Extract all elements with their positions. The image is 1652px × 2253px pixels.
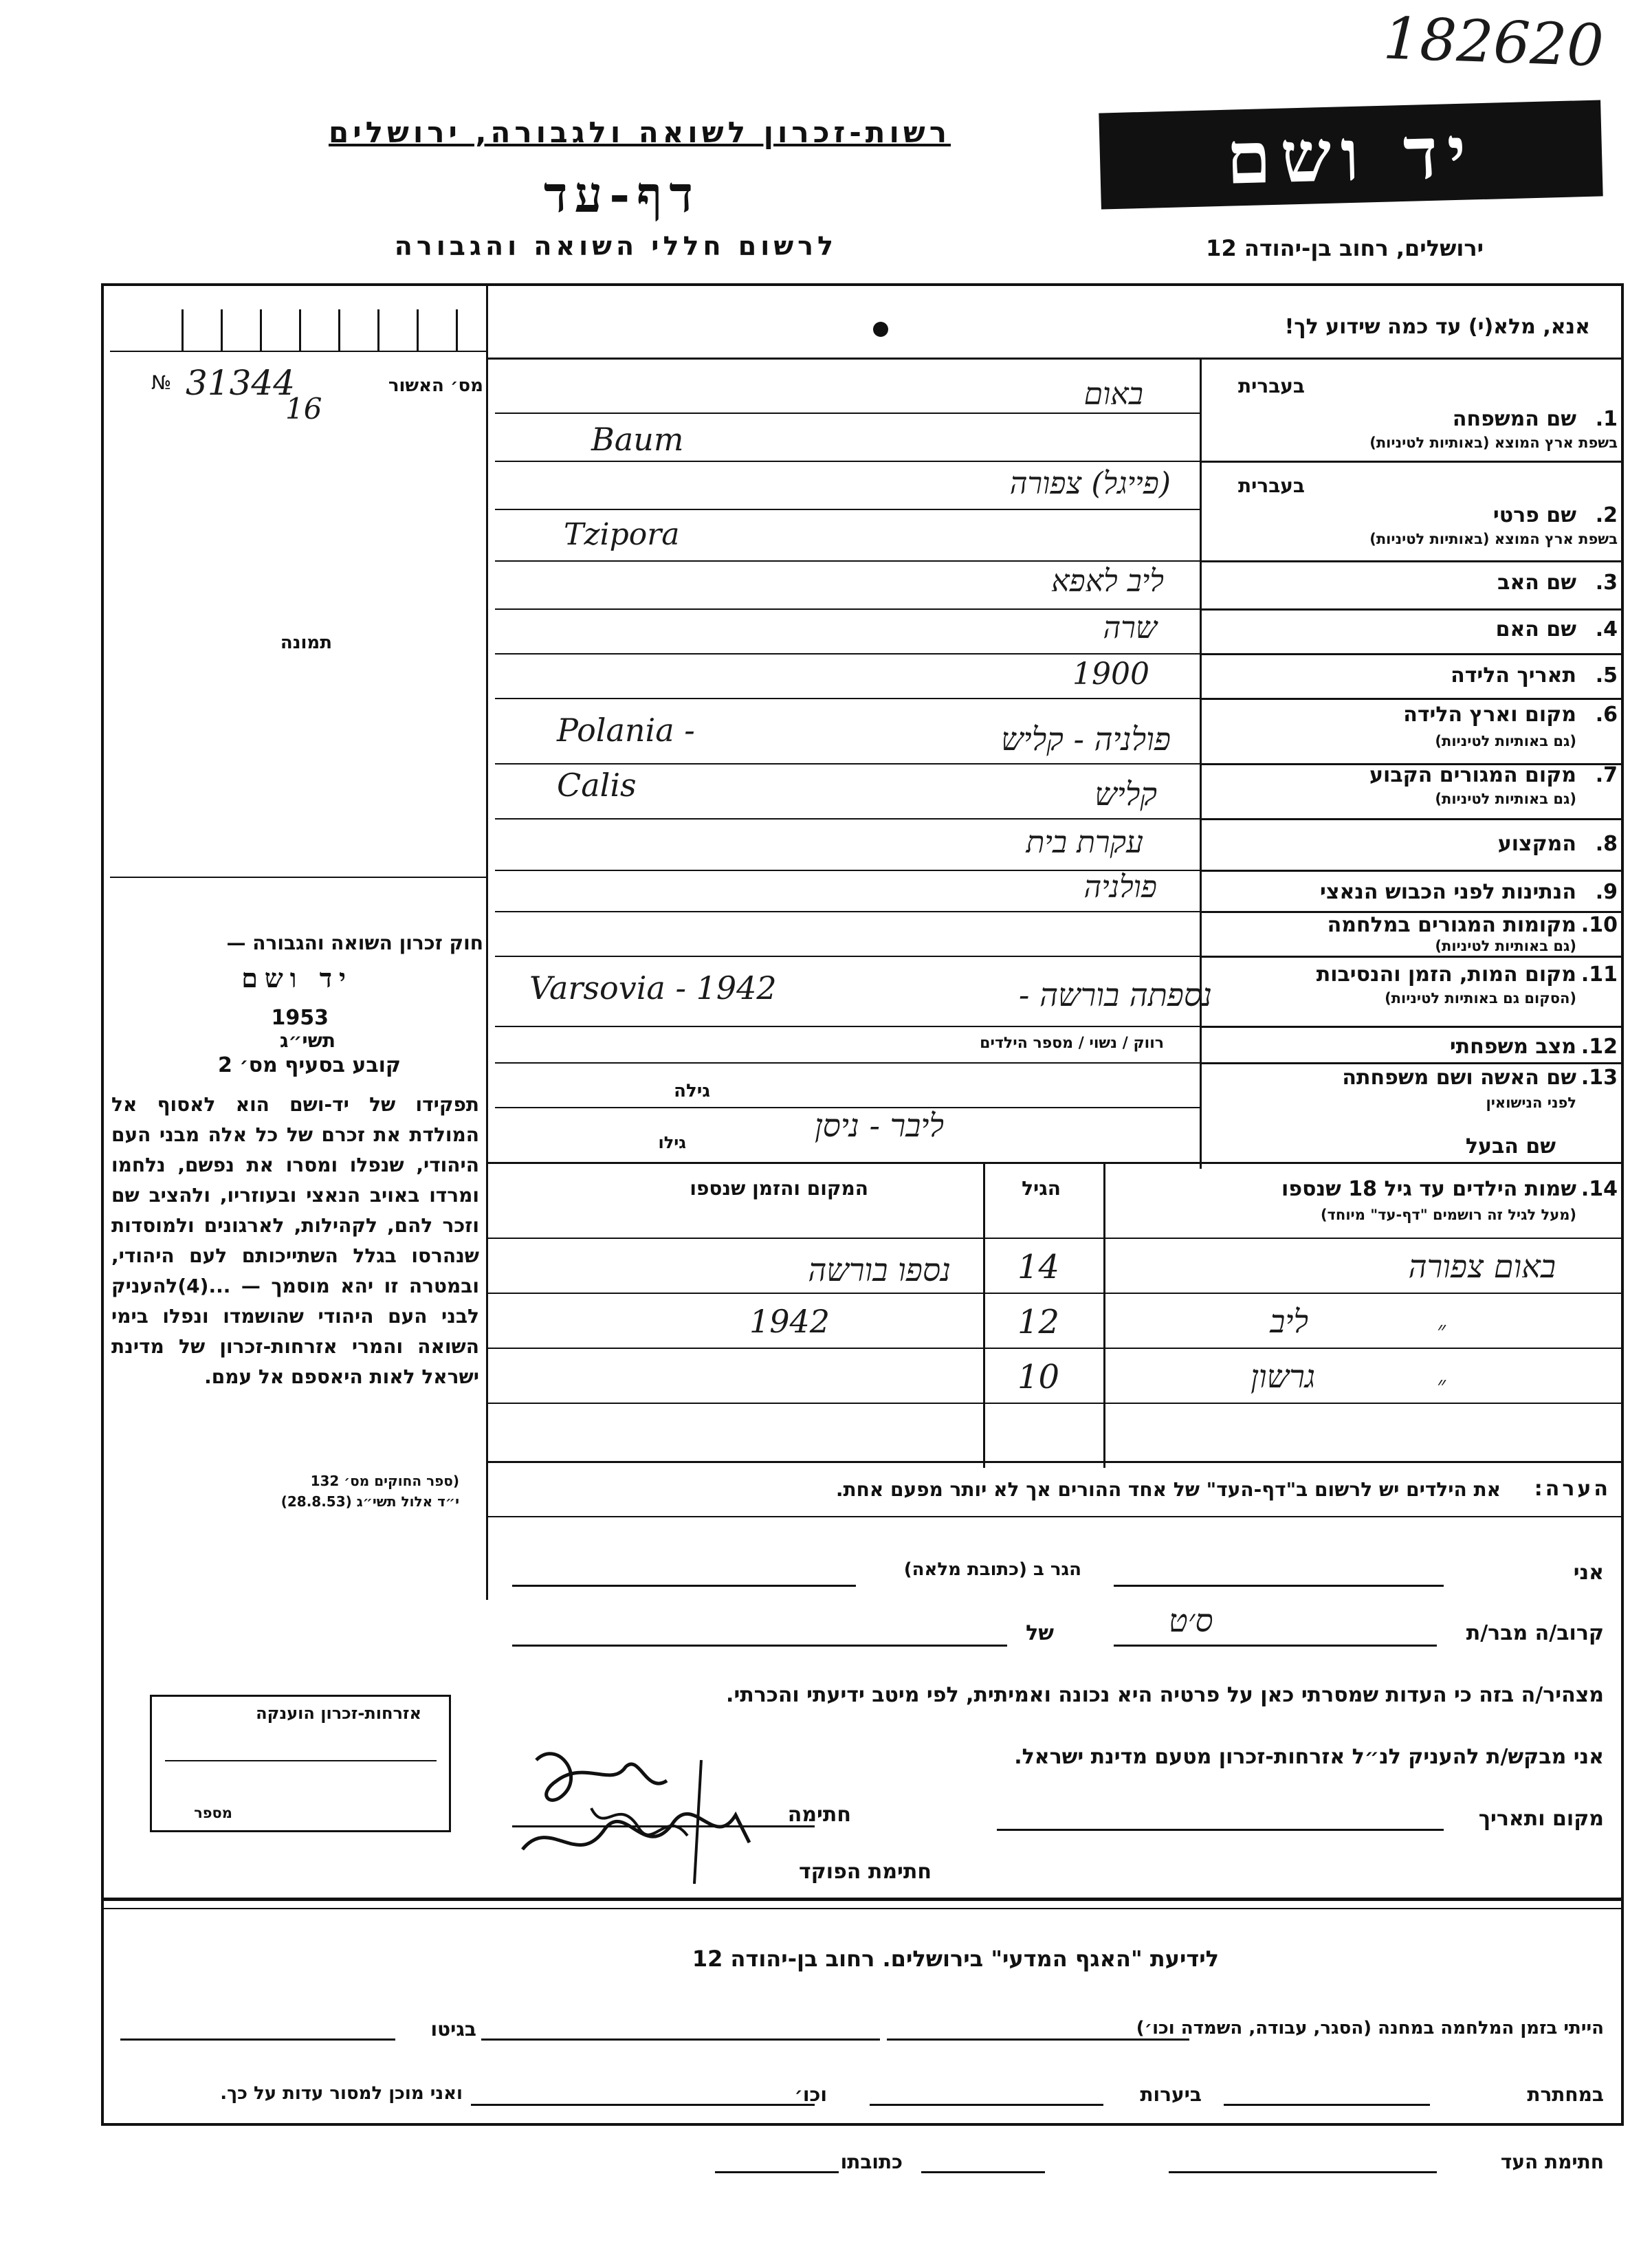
field-11-value-he: נספתה בורשה - bbox=[1018, 976, 1212, 1013]
field-2-tag: בעברית bbox=[1237, 474, 1305, 497]
field-1-tag: בעברית bbox=[1237, 375, 1305, 397]
field-12-number: 12. bbox=[1581, 1035, 1618, 1059]
field-1-value-latin: Baum bbox=[591, 421, 684, 458]
child-place: נספו בורשה bbox=[808, 1251, 951, 1288]
page-subtitle: לרשום חללי השואה והגבורה bbox=[394, 231, 837, 261]
field-4-label: שם האם bbox=[1495, 617, 1576, 641]
approval-number: 31344 bbox=[186, 363, 296, 403]
field-1-note: בשפת ארץ המוצא (באותיות לטיניות) bbox=[1369, 435, 1618, 451]
photo-label: תמונה bbox=[280, 633, 332, 653]
field-7-number: 7. bbox=[1595, 763, 1618, 787]
bottom-ghetto-label: בגיטו bbox=[430, 2018, 476, 2041]
children-note: (מעל לגיל זה רושמים "דף-עד" מיוחד) bbox=[1320, 1207, 1576, 1223]
field-6-number: 6. bbox=[1595, 703, 1618, 727]
field-2-value-latin: Tzipora bbox=[564, 517, 680, 552]
marital-options: רווק / נשוי / מספר הילדים bbox=[980, 1035, 1164, 1052]
field-2-number: 2. bbox=[1595, 503, 1618, 527]
law-box-clause: קובע בסעיף מס׳ 2 bbox=[217, 1053, 401, 1077]
child-age: 12 bbox=[1017, 1303, 1060, 1341]
place-date-label: מקום ותאריך bbox=[1478, 1807, 1604, 1831]
children-age-header: הגיל bbox=[1022, 1177, 1061, 1200]
child-name: ליב bbox=[1270, 1303, 1308, 1340]
bottom-forests: ביערות bbox=[1140, 2083, 1202, 2106]
field-13-label: שם האשה ושם משפחתה bbox=[1342, 1066, 1576, 1090]
children-label: שמות הילדים עד גיל 18 שנספו bbox=[1281, 1177, 1576, 1201]
header-address: ירושלים, רחוב בן-יהודה 12 bbox=[1206, 235, 1484, 261]
child-place: 1942 bbox=[749, 1303, 830, 1340]
field-7-value-he: קליש bbox=[1094, 776, 1157, 813]
field-11-value-latin: Varsovia - 1942 bbox=[529, 969, 777, 1007]
field-6-note: (גם באותיות לטיניות) bbox=[1435, 733, 1576, 749]
husband-value: ליבר - ניסן bbox=[814, 1107, 944, 1144]
field-8-label: המקצוע bbox=[1497, 832, 1576, 856]
field-2-label: שם פרטי bbox=[1493, 503, 1576, 527]
approval-suffix: 16 bbox=[285, 392, 322, 426]
decl-address-label: הגר ב (כתובת מלאה) bbox=[903, 1559, 1081, 1580]
yad-vashem-logo bbox=[1099, 100, 1603, 209]
field-10-number: 10. bbox=[1581, 913, 1618, 937]
field-11-note: (הסקום גם באותיות לטיניות) bbox=[1385, 990, 1576, 1007]
field-1-label: שם המשפחה bbox=[1452, 407, 1576, 431]
field-3-value: ליב לאפא bbox=[1051, 564, 1164, 599]
approval-label: מס׳ האשור bbox=[388, 375, 483, 396]
decl-relative-value: ס׳ט bbox=[1169, 1602, 1213, 1639]
law-box-title: חוק זכרון השואה והגבורה — bbox=[226, 932, 483, 954]
bottom-camp-label: הייתי בזמן המלחמה במחנה (הסגר, עבודה, השמדה וכו׳) bbox=[1136, 2018, 1604, 2038]
field-6-label: מקום וארץ הלידה bbox=[1403, 703, 1576, 727]
bottom-underground: במחתרת bbox=[1527, 2083, 1604, 2106]
child-ditto: ״ bbox=[1437, 1372, 1446, 1399]
citizenship-number-label: מספר bbox=[194, 1805, 232, 1821]
official-signature-label: חתימת הפוקד bbox=[799, 1860, 932, 1884]
bottom-witness-signature: חתימת העד bbox=[1500, 2151, 1604, 2173]
child-name: גרשון bbox=[1251, 1358, 1315, 1395]
logo-text: יד ושם bbox=[1225, 109, 1477, 201]
place-date-line[interactable] bbox=[997, 1829, 1444, 1831]
bullet-icon bbox=[873, 322, 888, 337]
field-11-label: מקום המות, הזמן והנסיבות bbox=[1316, 963, 1576, 987]
field-11-number: 11. bbox=[1581, 963, 1618, 987]
page-title: דף-עד bbox=[543, 165, 700, 223]
signature-scribble bbox=[509, 1733, 770, 1891]
field-7-note: (גם באותיות לטיניות) bbox=[1435, 791, 1576, 807]
field-8-value: עקרת בית bbox=[1026, 825, 1143, 860]
bottom-title: לידיעת "האגף המדעי" בירושלים. רחוב בן-יהודה 12 bbox=[692, 1946, 1219, 1972]
authority-line: רשות-זכרון לשואה ולגבורה, ירושלים bbox=[328, 116, 951, 149]
child-name: באום צפורה bbox=[1408, 1248, 1556, 1285]
field-3-number: 3. bbox=[1595, 571, 1618, 595]
field-3-label: שם האב bbox=[1497, 571, 1576, 595]
field-10-label: מקומות המגורים במלחמה bbox=[1327, 913, 1576, 937]
bottom-etc: וכו׳ bbox=[794, 2083, 827, 2106]
field-10-note: (גם באותיות לטיניות) bbox=[1435, 938, 1576, 954]
approval-prefix: № bbox=[151, 371, 172, 394]
husband-age-label: גילו bbox=[658, 1133, 686, 1152]
decl-relative: קרוב/ה מבר/ת bbox=[1466, 1621, 1604, 1645]
field-13-number: 13. bbox=[1581, 1066, 1618, 1090]
field-9-number: 9. bbox=[1595, 880, 1618, 904]
field-8-number: 8. bbox=[1595, 832, 1618, 856]
child-ditto: ״ bbox=[1437, 1317, 1446, 1344]
children-place-header: המקום והזמן שנספו bbox=[690, 1177, 868, 1200]
decl-request: אני מבקש/ת להעניק לנ״ל אזרחות-זכרון מטעם מדינת ישראל. bbox=[1014, 1745, 1604, 1769]
field-5-label: תאריך הלידה bbox=[1451, 663, 1576, 688]
field-4-number: 4. bbox=[1595, 617, 1618, 641]
field-5-value: 1900 bbox=[1072, 657, 1149, 692]
field-4-value: שרה bbox=[1103, 611, 1157, 646]
form-instruction: אנא, מלא(י) עד כמה שידוע לך! bbox=[1284, 315, 1590, 339]
field-1-value-he: באום bbox=[1083, 377, 1143, 412]
approval-ticks bbox=[144, 309, 467, 351]
field-7-value-latin: Calis bbox=[557, 767, 637, 804]
field-9-value: פולניה bbox=[1083, 870, 1157, 905]
field-2-value-he: (פייגל) צפורה bbox=[1009, 466, 1171, 501]
bottom-willing: ואני מוכן למסור עדות על כך. bbox=[220, 2083, 463, 2104]
field-9-label: הנתינות לפני הכבוש הנאצי bbox=[1320, 880, 1576, 904]
bottom-address-label: כתובתו bbox=[840, 2151, 903, 2173]
decl-of: של bbox=[1026, 1621, 1054, 1645]
law-box-hebrew-year: תשי״ג bbox=[280, 1029, 335, 1052]
field-5-number: 5. bbox=[1595, 663, 1618, 688]
note-text: את הילדים יש לרשום ב"דף-העד" של אחד ההורים אך לא יותר מפעם אחת. bbox=[835, 1478, 1501, 1501]
field-12-label: מצב משפחתי bbox=[1449, 1035, 1576, 1059]
archive-number: 182620 bbox=[1382, 4, 1605, 80]
citizenship-title: אזרחות-זכרון הוענקה bbox=[256, 1704, 421, 1723]
law-box-yadvashem: יד ושם bbox=[241, 963, 353, 993]
note-label: הערה: bbox=[1534, 1477, 1611, 1501]
decl-statement: מצהיר/ה בזה כי העדות שמסרתי כאן על פרטיה היא נכונה ואמיתית, לפי מיטב ידיעתי והכרתי. bbox=[726, 1683, 1604, 1707]
decl-i: אני bbox=[1573, 1561, 1604, 1585]
field-2-note: בשפת ארץ המוצא (באותיות לטיניות) bbox=[1369, 531, 1618, 547]
field-6-value-he: פולניה - קליש bbox=[1001, 721, 1171, 758]
field-13-note: לפני הנישואין bbox=[1486, 1095, 1576, 1111]
children-number: 14. bbox=[1581, 1177, 1618, 1201]
child-age: 14 bbox=[1017, 1248, 1060, 1286]
field-6-value-latin: Polania - bbox=[557, 712, 695, 749]
field-7-label: מקום המגורים הקבוע bbox=[1369, 763, 1576, 787]
law-box-year: 1953 bbox=[271, 1006, 329, 1030]
law-box-ref-date: י״ד אלול תשי״ג (28.8.53) bbox=[280, 1493, 459, 1510]
signature-label: חתימה bbox=[787, 1803, 851, 1827]
field-13-age-label: גילה bbox=[674, 1081, 710, 1101]
law-box-ref: (ספר החוקים מס׳ 132 bbox=[310, 1473, 459, 1489]
child-age: 10 bbox=[1017, 1358, 1060, 1396]
husband-label: שם הבעל bbox=[1465, 1134, 1556, 1158]
field-1-number: 1. bbox=[1595, 407, 1618, 431]
law-box-body: תפקידו של יד-ושם הוא לאסוף אל המולדת את זכרם של כל אלה מבני העם היהודי, שנפלו ומסרו את נפשם, נלחמו ומרדו באויב הנאצי ובעוזריו, ולהציב שם וזכר להם, לקהילות, לארגונים ולמוסדות שנהרסו בגלל השתייכותם לעם היהודי, ובמטרה זו יהא מוסמך — ...(4)להעניק לבני העם היהודי שהושמדו ונפלו בימי השואה והמרי אזרחות-זכרון של מדינת ישראל לאות היאספם אל עמם. bbox=[111, 1093, 479, 1388]
